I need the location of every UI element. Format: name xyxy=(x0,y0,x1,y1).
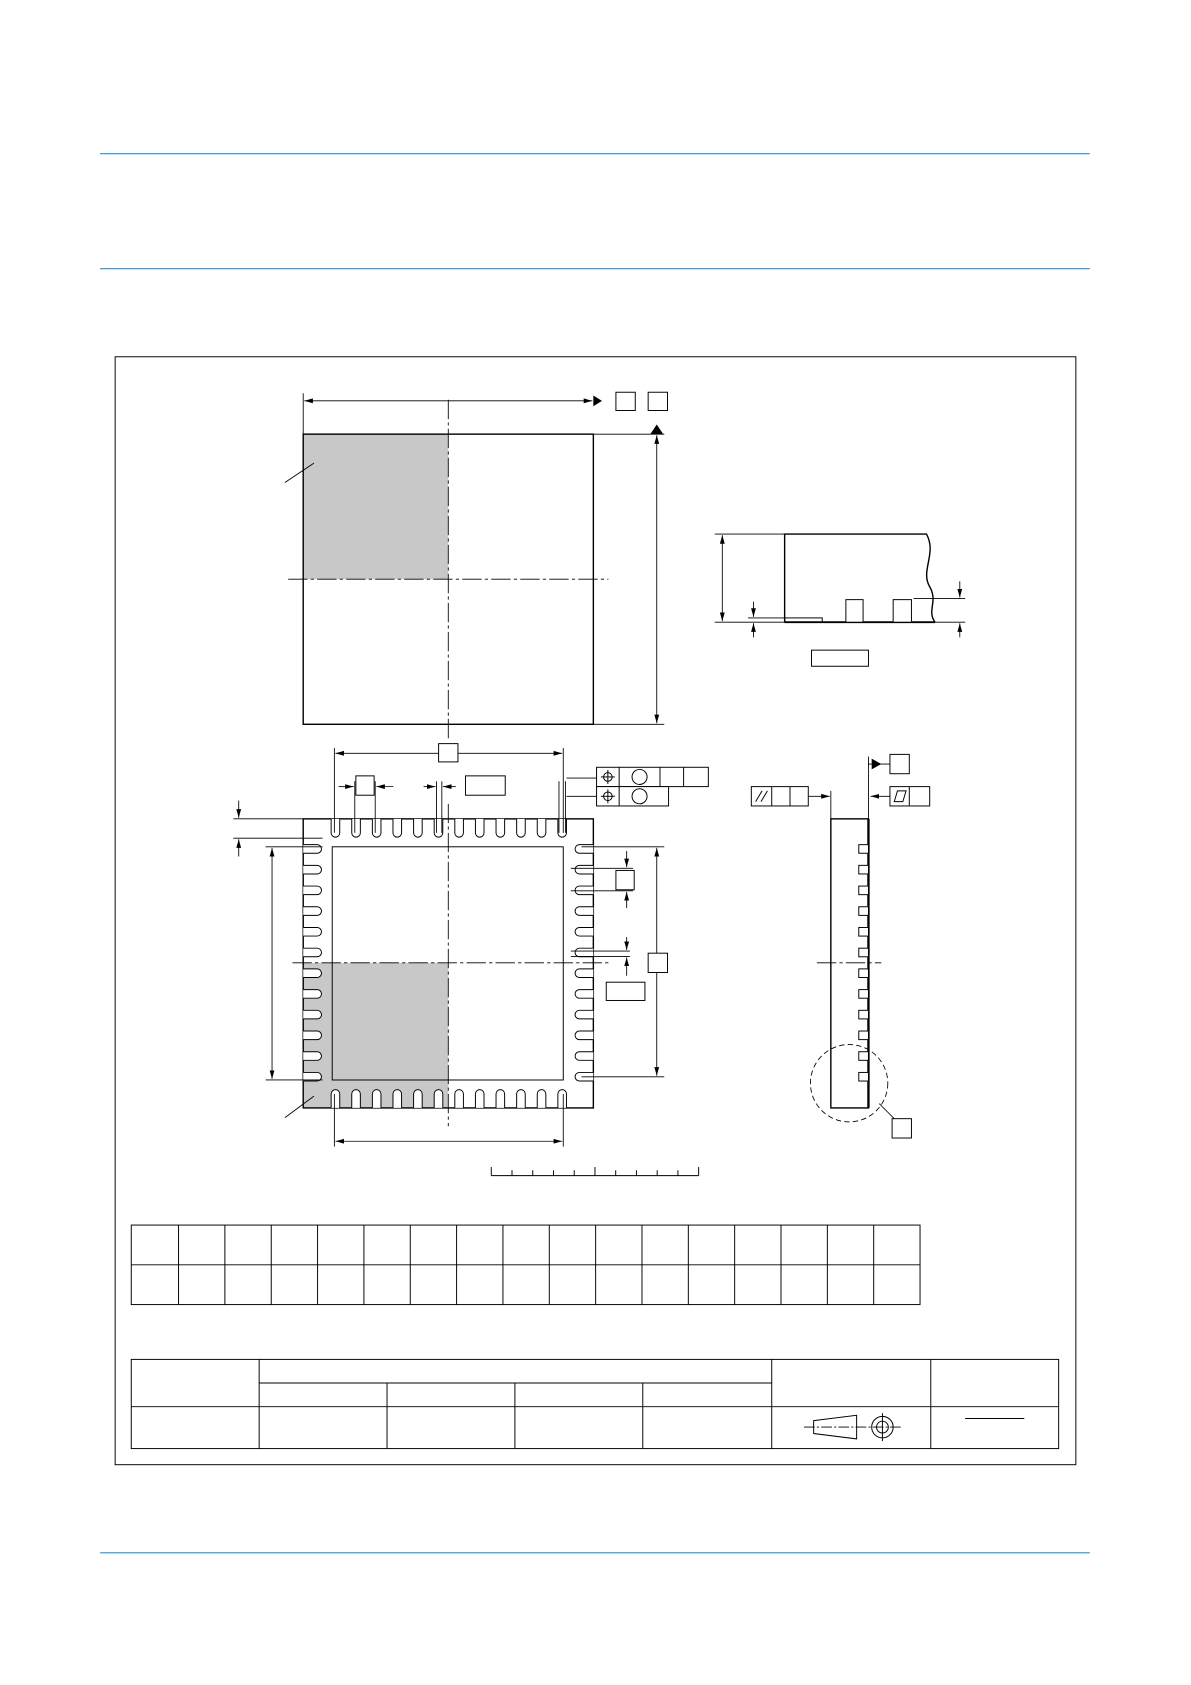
terminal-pin-side xyxy=(859,845,869,854)
terminal-pin-bottom xyxy=(414,1090,423,1108)
datum-box-b xyxy=(648,392,667,410)
terminal-pin-side xyxy=(859,865,869,874)
terminal-pin-right xyxy=(575,845,593,854)
detail-callout-box xyxy=(892,1119,911,1138)
pin1-index-area-top xyxy=(303,434,448,579)
detail-label-box xyxy=(811,650,868,666)
terminal-pin-bottom xyxy=(558,1090,567,1108)
terminal-pin-top xyxy=(352,819,361,837)
terminal-pin-bottom xyxy=(475,1090,484,1108)
dimension-box-right-pitch xyxy=(616,870,634,889)
pin1-index-area-bottom xyxy=(303,963,448,1108)
terminal-pin-right xyxy=(575,907,593,916)
terminal-pin-top xyxy=(475,819,484,837)
terminal-pin-top xyxy=(496,819,505,837)
terminal-pin-side xyxy=(859,1072,869,1081)
terminal-pin-left xyxy=(303,1010,321,1019)
terminal-pin-bottom xyxy=(372,1090,381,1108)
terminal-pin-right xyxy=(575,1031,593,1040)
terminal-pin-left xyxy=(303,1031,321,1040)
terminal-pin-right xyxy=(575,865,593,874)
terminal-pin-left xyxy=(303,969,321,978)
terminal-pin-side xyxy=(859,907,869,916)
terminal-pin-bottom xyxy=(537,1090,546,1108)
terminal-pin-left xyxy=(303,948,321,957)
terminal-pin-right xyxy=(575,969,593,978)
dimension-box-width xyxy=(465,776,505,795)
terminal-pin-bottom xyxy=(517,1090,526,1108)
terminal-pin-top xyxy=(455,819,464,837)
terminal-pin-top xyxy=(372,819,381,837)
terminal-pin-left xyxy=(303,927,321,936)
datum-c-triangle-icon xyxy=(872,759,882,770)
dimension-box-span-top xyxy=(439,744,458,762)
terminal-pin-side xyxy=(859,1052,869,1061)
flatness-frame xyxy=(890,787,930,806)
terminal-pin-bottom xyxy=(496,1090,505,1108)
terminal-pin-left xyxy=(303,865,321,874)
terminal-pin-right xyxy=(575,948,593,957)
terminal-pin-top xyxy=(414,819,423,837)
terminal-pin-bottom xyxy=(352,1090,361,1108)
terminal-pin-right xyxy=(575,1010,593,1019)
terminal-pin-right xyxy=(575,990,593,999)
terminal-pin-top xyxy=(537,819,546,837)
bottom-view xyxy=(233,744,708,1147)
outline-version-table xyxy=(131,1359,1058,1448)
feature-control-frame-2 xyxy=(597,787,669,806)
terminal-pin-bottom xyxy=(331,1090,340,1108)
terminal-pin-left xyxy=(303,845,321,854)
terminal-pin-side xyxy=(859,990,869,999)
dimension-box-span-right xyxy=(648,953,667,972)
terminal-pin-left xyxy=(303,886,321,895)
parallelism-frame xyxy=(751,787,808,806)
terminal-pin-left xyxy=(303,907,321,916)
terminal-pin-side xyxy=(859,927,869,936)
package-body-right-side xyxy=(831,819,869,1108)
parallelism-frame-outline xyxy=(751,787,808,806)
terminal-pin-top xyxy=(331,819,340,837)
terminal-pin-left xyxy=(303,1052,321,1061)
datum-b-triangle-icon xyxy=(650,424,663,434)
side-view-right xyxy=(751,754,929,1138)
detail-callout-circle xyxy=(810,1045,887,1122)
terminal-pin-top xyxy=(517,819,526,837)
scale-bar xyxy=(491,1167,698,1176)
terminal-pin-side xyxy=(859,886,869,895)
feature-control-frame-1 xyxy=(597,767,709,786)
outline-table-outline xyxy=(131,1359,1058,1448)
terminal-side-1 xyxy=(846,600,863,623)
dimension-box-right-width xyxy=(606,982,645,1000)
datum-a-triangle-icon xyxy=(593,395,602,406)
terminal-pin-side xyxy=(859,1031,869,1040)
terminal-pin-right xyxy=(575,1052,593,1061)
terminal-pin-top xyxy=(393,819,402,837)
dimension-box-pitch xyxy=(356,776,374,795)
third-angle-projection-icon xyxy=(804,1413,901,1441)
datum-box-a xyxy=(616,392,635,410)
terminal-side-2 xyxy=(893,600,911,623)
terminal-pin-side xyxy=(859,969,869,978)
terminal-pin-bottom xyxy=(393,1090,402,1108)
terminal-pin-right xyxy=(575,886,593,895)
detail-callout-leader xyxy=(879,1104,894,1119)
terminal-pin-left xyxy=(303,990,321,999)
terminal-pin-side xyxy=(859,948,869,957)
side-view-thickness xyxy=(715,534,965,666)
datum-box-c xyxy=(890,754,909,773)
terminal-pin-right xyxy=(575,927,593,936)
top-view xyxy=(285,392,668,741)
terminal-pin-bottom xyxy=(455,1090,464,1108)
terminal-pin-bottom xyxy=(434,1090,443,1108)
dimension-table xyxy=(131,1225,920,1305)
terminal-pin-side xyxy=(859,1010,869,1019)
